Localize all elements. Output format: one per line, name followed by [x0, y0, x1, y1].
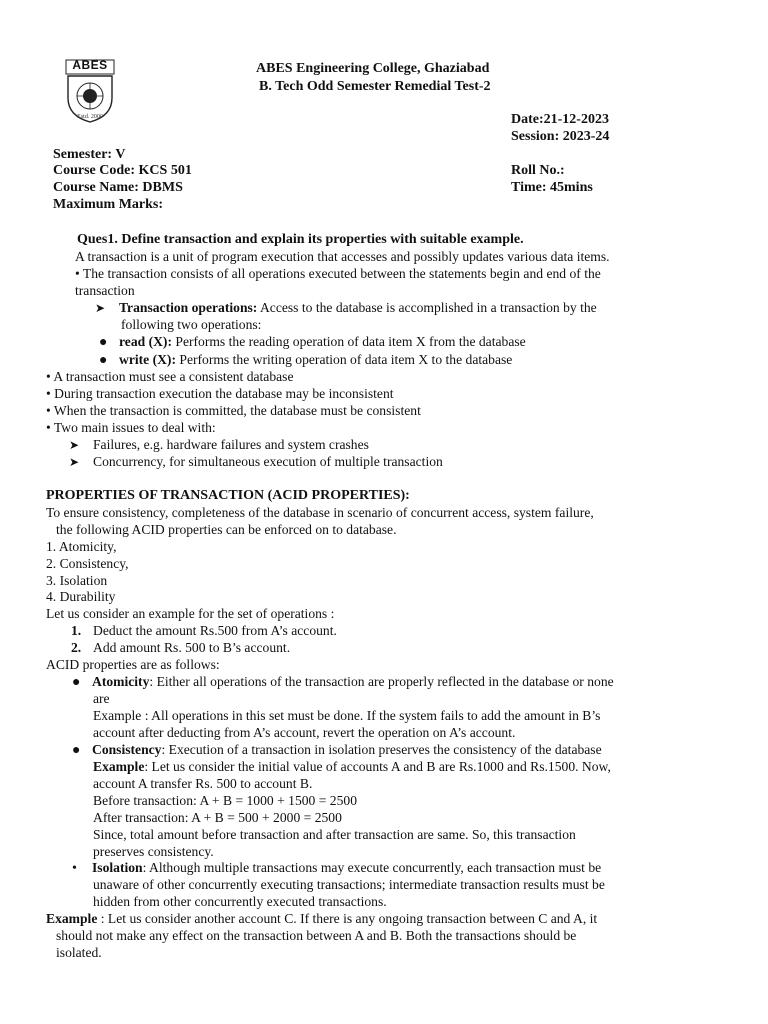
arrow-bullet-icon: ➤: [95, 301, 106, 315]
logo-estd: Estd. 2000: [77, 114, 103, 120]
consistency: ● Consistency: Execution of a transaction in isolation preserves the consistency of the database: [72, 742, 602, 758]
operation-1: 1. Deduct the amount Rs.500 from A’s account.: [71, 623, 337, 638]
q1-bullet-4: • Two main issues to deal with:: [46, 420, 216, 435]
bullet-icon: ●: [72, 743, 81, 758]
example-2-line2: should not make any effect on the transaction between A and B. Both the transactions should be: [56, 928, 577, 943]
logo-wordmark: ABES: [72, 58, 108, 72]
q1-bullet-2: • During transaction execution the database may be inconsistent: [46, 386, 394, 401]
question-1-title: Ques1. Define transaction and explain its properties with suitable example.: [77, 232, 524, 247]
exam-date: Date:21-12-2023: [511, 112, 609, 127]
bullet-icon: ●: [72, 675, 81, 690]
operation-2: 2. Add amount Rs. 500 to B’s account.: [71, 640, 291, 655]
transaction-operations-cont: following two operations:: [121, 317, 262, 332]
test-title: B. Tech Odd Semester Remedial Test-2: [259, 79, 491, 94]
arrow-bullet-icon: ➤: [69, 455, 80, 469]
write-operation: ● write (X): Performs the writing operation of data item X to the database: [99, 352, 513, 368]
q1-bullet-1: • A transaction must see a consistent database: [46, 369, 294, 384]
acid-intro-line2: the following ACID properties can be enforced on to database.: [56, 522, 397, 537]
consistency-example-line1: Example: Let us consider the initial value of accounts A and B are Rs.1000 and Rs.1500. Now,: [93, 759, 611, 774]
issue-concurrency: ➤ Concurrency, for simultaneous execution of multiple transaction: [69, 454, 443, 469]
exam-time: Time: 45mins: [511, 180, 593, 195]
isolation: • Isolation: Although multiple transactions may execute concurrently, each transaction must be: [72, 860, 602, 876]
max-marks: Maximum Marks:: [53, 197, 164, 212]
semester: Semester: V: [53, 147, 126, 162]
acid-list-4: 4. Durability: [46, 589, 116, 604]
q1-para2-line1: • The transaction consists of all operations executed between the statements begin and end of the: [75, 266, 601, 281]
q1-para2-line2: transaction: [75, 283, 135, 298]
course-code: Course Code: KCS 501: [53, 163, 192, 178]
atomicity-example-line2: account after deducting from A’s account, revert the operation on A’s account.: [93, 725, 516, 740]
isolation-line2: unaware of other concurrently executing transactions; intermediate transaction results must be: [93, 877, 605, 892]
bullet-icon: ●: [99, 353, 108, 368]
after-transaction: After transaction: A + B = 500 + 2000 = 2500: [93, 810, 342, 825]
arrow-bullet-icon: ➤: [69, 438, 80, 452]
acid-heading: PROPERTIES OF TRANSACTION (ACID PROPERTIES):: [46, 488, 410, 503]
transaction-operations: ➤ Transaction operations: Access to the database is accomplished in a transaction by the: [95, 300, 597, 315]
example-2-line1: Example : Let us consider another account C. If there is any ongoing transaction between C and A, it: [46, 911, 598, 926]
read-operation: ● read (X): Performs the reading operation of data item X from the database: [99, 334, 526, 350]
acid-list-3: 3. Isolation: [46, 573, 108, 588]
bullet-icon: ●: [99, 335, 108, 350]
q1-bullet-3: • When the transaction is committed, the database must be consistent: [46, 403, 421, 418]
acid-list-2: 2. Consistency,: [46, 556, 129, 571]
before-transaction: Before transaction: A + B = 1000 + 1500 = 2500: [93, 793, 357, 808]
consistency-example-line2: account A transfer Rs. 500 to account B.: [93, 776, 313, 791]
example-intro: Let us consider an example for the set of operations :: [46, 606, 335, 621]
atomicity: ● Atomicity: Either all operations of the transaction are properly reflected in the database or none: [72, 674, 614, 690]
q1-definition: A transaction is a unit of program execution that accesses and possibly updates various data items.: [75, 249, 610, 264]
since-line2: preserves consistency.: [93, 844, 214, 859]
atomicity-cont: are: [93, 691, 110, 706]
since-line1: Since, total amount before transaction and after transaction are same. So, this transaction: [93, 827, 576, 842]
college-name: ABES Engineering College, Ghaziabad: [256, 61, 490, 76]
course-name: Course Name: DBMS: [53, 180, 183, 195]
roll-no: Roll No.:: [511, 163, 565, 178]
acid-follows: ACID properties are as follows:: [46, 657, 220, 672]
example-2-line3: isolated.: [56, 945, 102, 960]
atomicity-example-line1: Example : All operations in this set must be done. If the system fails to add the amount in B’s: [93, 708, 601, 723]
acid-list-1: 1. Atomicity,: [46, 539, 117, 554]
bullet-icon: •: [72, 861, 77, 876]
issue-failures: ➤ Failures, e.g. hardware failures and system crashes: [69, 437, 369, 452]
exam-session: Session: 2023-24: [511, 129, 610, 144]
acid-intro-line1: To ensure consistency, completeness of the database in scenario of concurrent access, system failure,: [46, 505, 594, 520]
isolation-line3: hidden from other concurrently executed transactions.: [93, 894, 387, 909]
